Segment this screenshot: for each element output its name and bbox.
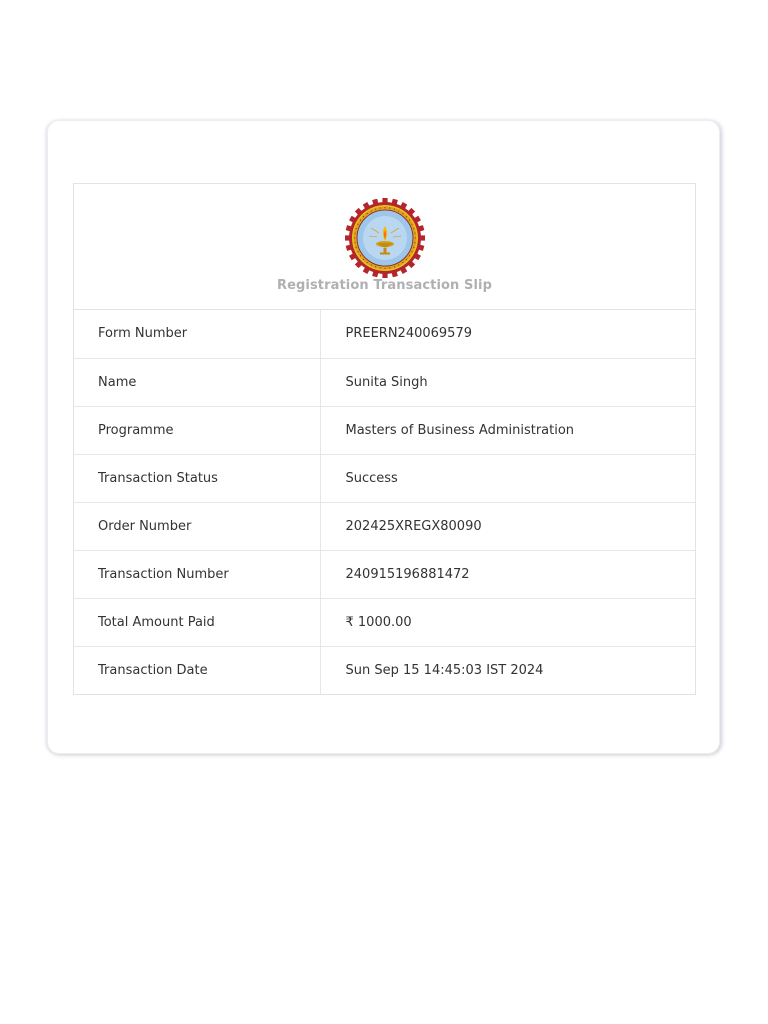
table-row (74, 502, 695, 550)
transaction-slip (73, 183, 696, 695)
row-label: Name (74, 358, 320, 406)
row-label: Transaction Date (74, 646, 320, 694)
table-row (74, 454, 695, 502)
university-seal-icon (343, 198, 427, 278)
row-value: Success (320, 454, 695, 502)
table-row (74, 598, 695, 646)
slip-title: Registration Transaction Slip (276, 278, 493, 293)
slip-header (74, 184, 695, 310)
row-label: Order Number (74, 502, 320, 550)
table-row (74, 406, 695, 454)
row-label: Transaction Number (74, 550, 320, 598)
row-value: 240915196881472 (320, 550, 695, 598)
transaction-slip-card (47, 120, 720, 754)
table-row (74, 310, 695, 358)
row-value: ₹ 1000.00 (320, 598, 695, 646)
row-value: Sun Sep 15 14:45:03 IST 2024 (320, 646, 695, 694)
row-label: Transaction Status (74, 454, 320, 502)
table-row (74, 550, 695, 598)
table-row (74, 358, 695, 406)
row-value: PREERN240069579 (345, 326, 472, 342)
row-label: Programme (74, 406, 320, 454)
row-label: Total Amount Paid (74, 598, 320, 646)
transaction-details-table (74, 310, 695, 694)
row-value: 202425XREGX80090 (320, 502, 695, 550)
table-row (74, 646, 695, 694)
row-value: Sunita Singh (320, 358, 695, 406)
row-value: Masters of Business Administration (320, 406, 695, 454)
row-label: Form Number (74, 310, 320, 358)
